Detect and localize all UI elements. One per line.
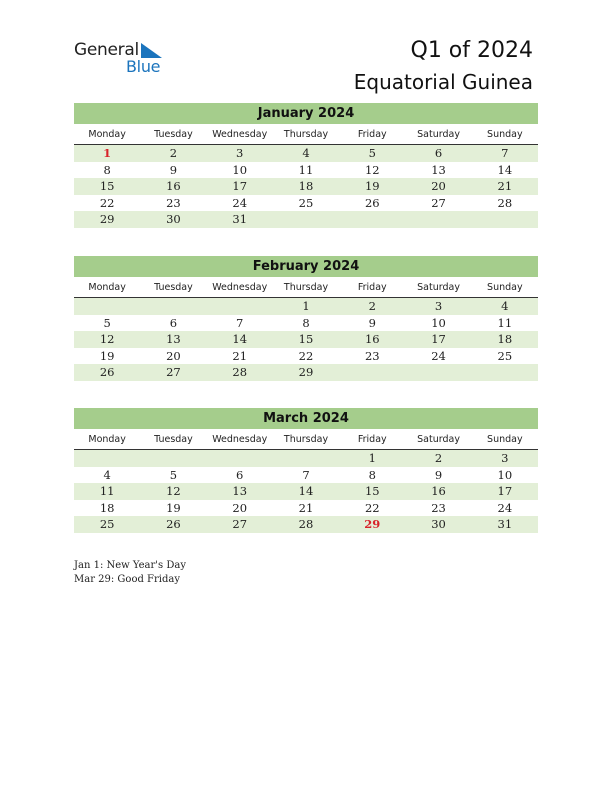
day-cell: 25 <box>99 517 115 531</box>
logo-text-general: General <box>74 40 139 60</box>
day-cell: 11 <box>497 315 513 330</box>
day-cell: 13 <box>431 162 446 177</box>
day-cell <box>273 450 339 467</box>
day-cell: 25 <box>497 348 513 363</box>
weekday-label: Sunday <box>487 129 523 140</box>
day-cell: 23 <box>431 500 446 515</box>
week-row <box>74 178 538 195</box>
holiday-note: Mar 29: Good Friday <box>74 574 180 585</box>
day-cell: 9 <box>434 467 443 482</box>
day-cell: 30 <box>166 212 181 226</box>
weekday-label: Sunday <box>487 282 523 293</box>
day-cell: 26 <box>166 517 181 531</box>
weekday-label: Monday <box>88 129 126 140</box>
day-cell <box>207 450 273 467</box>
week-row <box>74 331 538 348</box>
week-row <box>74 298 538 315</box>
day-cell <box>472 364 538 381</box>
week-row <box>74 483 538 500</box>
day-cell: 9 <box>169 162 178 177</box>
weekday-header-row <box>74 432 538 450</box>
day-cell: 10 <box>497 467 513 482</box>
day-cell: 22 <box>364 500 380 515</box>
day-cell: 3 <box>434 299 443 313</box>
weekday-label: Saturday <box>417 282 460 293</box>
day-cell: 2 <box>169 146 178 160</box>
day-cell <box>74 298 140 315</box>
day-cell: 17 <box>431 332 446 346</box>
day-cell: 15 <box>364 484 380 498</box>
day-cell: 5 <box>368 146 376 160</box>
day-cell: 27 <box>166 365 181 379</box>
day-cell: 19 <box>166 500 181 515</box>
day-cell: 17 <box>232 179 248 193</box>
holiday-notes <box>74 559 186 587</box>
day-cell: 22 <box>298 348 314 363</box>
week-row <box>74 145 538 162</box>
day-cell: 4 <box>103 467 111 482</box>
weekday-label: Monday <box>88 282 126 293</box>
weekday-label: Friday <box>357 129 387 140</box>
week-row <box>74 450 538 467</box>
day-cell: 24 <box>497 500 513 515</box>
generalblue-logo <box>74 40 174 80</box>
day-cell: 27 <box>431 195 446 210</box>
day-cell: 24 <box>431 348 446 363</box>
day-cell: 28 <box>298 517 314 531</box>
week-row <box>74 500 538 517</box>
day-cell: 16 <box>364 332 380 346</box>
week-row <box>74 195 538 212</box>
page-title: Q1 of 2024 <box>410 38 533 63</box>
day-cell: 6 <box>169 315 178 330</box>
day-cell: 21 <box>497 179 513 193</box>
day-cell: 3 <box>236 146 244 160</box>
week-row <box>74 315 538 332</box>
day-cell: 17 <box>497 484 513 498</box>
holiday-day-cell: 1 <box>103 146 112 160</box>
day-cell: 6 <box>236 467 244 482</box>
day-cell <box>405 364 471 381</box>
day-cell: 27 <box>232 517 248 531</box>
day-cell: 11 <box>99 484 115 498</box>
day-cell: 8 <box>368 467 376 482</box>
weekday-label: Saturday <box>417 434 460 445</box>
day-cell <box>339 211 405 228</box>
day-cell: 10 <box>232 162 248 177</box>
weekday-label: Thursday <box>283 129 329 140</box>
day-cell <box>140 450 206 467</box>
weekday-label: Thursday <box>283 434 329 445</box>
day-cell: 7 <box>501 146 509 160</box>
day-cell: 29 <box>99 212 115 226</box>
day-cell: 11 <box>298 162 314 177</box>
day-cell: 2 <box>434 451 443 465</box>
week-row <box>74 211 538 228</box>
day-cell: 12 <box>166 484 181 498</box>
weekday-label: Monday <box>88 434 126 445</box>
day-cell: 20 <box>431 179 446 193</box>
day-cell: 8 <box>103 162 111 177</box>
day-cell: 25 <box>298 195 314 210</box>
weekday-label: Sunday <box>487 434 523 445</box>
day-cell: 1 <box>368 451 376 465</box>
day-cell: 20 <box>232 500 248 515</box>
day-cell: 21 <box>232 348 248 363</box>
day-cell: 7 <box>302 467 310 482</box>
day-cell: 19 <box>99 348 115 363</box>
weekday-header-row <box>74 127 538 145</box>
day-cell: 6 <box>434 146 443 160</box>
day-cell: 1 <box>302 299 310 313</box>
weekday-label: Thursday <box>283 282 329 293</box>
weekday-label: Tuesday <box>154 434 193 445</box>
day-cell <box>273 211 339 228</box>
day-cell: 5 <box>103 315 111 330</box>
day-cell: 8 <box>302 315 310 330</box>
day-cell: 18 <box>99 500 115 515</box>
day-cell: 2 <box>368 299 376 313</box>
day-cell <box>74 450 140 467</box>
weekday-label: Wednesday <box>212 282 268 293</box>
holiday-day-cell: 29 <box>364 517 381 531</box>
day-cell: 4 <box>302 146 310 160</box>
day-cell: 20 <box>166 348 181 363</box>
day-cell: 18 <box>497 332 513 346</box>
day-cell <box>339 364 405 381</box>
day-cell: 16 <box>166 179 181 193</box>
day-cell <box>472 211 538 228</box>
day-cell: 22 <box>99 195 115 210</box>
day-cell: 7 <box>236 315 244 330</box>
weekday-label: Friday <box>357 434 387 445</box>
day-cell: 13 <box>166 332 181 346</box>
day-cell: 4 <box>501 299 509 313</box>
day-cell: 24 <box>232 195 248 210</box>
month-title: February 2024 <box>74 256 538 277</box>
day-cell: 21 <box>298 500 314 515</box>
day-cell: 10 <box>431 315 446 330</box>
day-cell: 5 <box>169 467 178 482</box>
logo-text-blue: Blue <box>126 57 161 76</box>
day-cell: 31 <box>497 517 513 531</box>
month-title: March 2024 <box>74 408 538 429</box>
day-cell: 14 <box>232 332 248 346</box>
weekday-header-row <box>74 280 538 298</box>
day-cell: 16 <box>431 484 446 498</box>
day-cell <box>140 298 206 315</box>
weekday-label: Wednesday <box>212 129 268 140</box>
day-cell: 9 <box>368 315 376 330</box>
week-row <box>74 467 538 484</box>
weekday-label: Tuesday <box>154 129 193 140</box>
weekday-label: Wednesday <box>212 434 268 445</box>
week-row <box>74 162 538 179</box>
week-row <box>74 516 538 533</box>
weekday-label: Tuesday <box>154 282 193 293</box>
day-cell: 15 <box>298 332 314 346</box>
day-cell: 31 <box>232 212 248 226</box>
day-cell: 12 <box>99 332 115 346</box>
week-row <box>74 364 538 381</box>
month-calendar <box>74 103 538 228</box>
day-cell: 26 <box>99 365 115 379</box>
month-calendar <box>74 408 538 533</box>
day-cell: 19 <box>364 179 380 193</box>
holiday-note: Jan 1: New Year's Day <box>74 560 186 571</box>
day-cell: 30 <box>431 517 446 531</box>
day-cell: 18 <box>298 179 314 193</box>
day-cell: 26 <box>364 195 380 210</box>
day-cell: 14 <box>497 162 513 177</box>
day-cell <box>405 211 471 228</box>
weekday-label: Saturday <box>417 129 460 140</box>
day-cell: 13 <box>232 484 248 498</box>
day-cell: 3 <box>501 451 509 465</box>
day-cell: 28 <box>497 195 513 210</box>
month-calendar <box>74 256 538 381</box>
day-cell: 29 <box>298 365 314 379</box>
day-cell: 12 <box>364 162 380 177</box>
day-cell <box>207 298 273 315</box>
weekday-label: Friday <box>357 282 387 293</box>
country-name: Equatorial Guinea <box>353 70 533 94</box>
day-cell: 14 <box>298 484 314 498</box>
day-cell: 28 <box>232 365 248 379</box>
day-cell: 15 <box>99 179 115 193</box>
week-row <box>74 348 538 365</box>
day-cell: 23 <box>166 195 181 210</box>
month-title: January 2024 <box>74 103 538 124</box>
day-cell: 23 <box>364 348 380 363</box>
